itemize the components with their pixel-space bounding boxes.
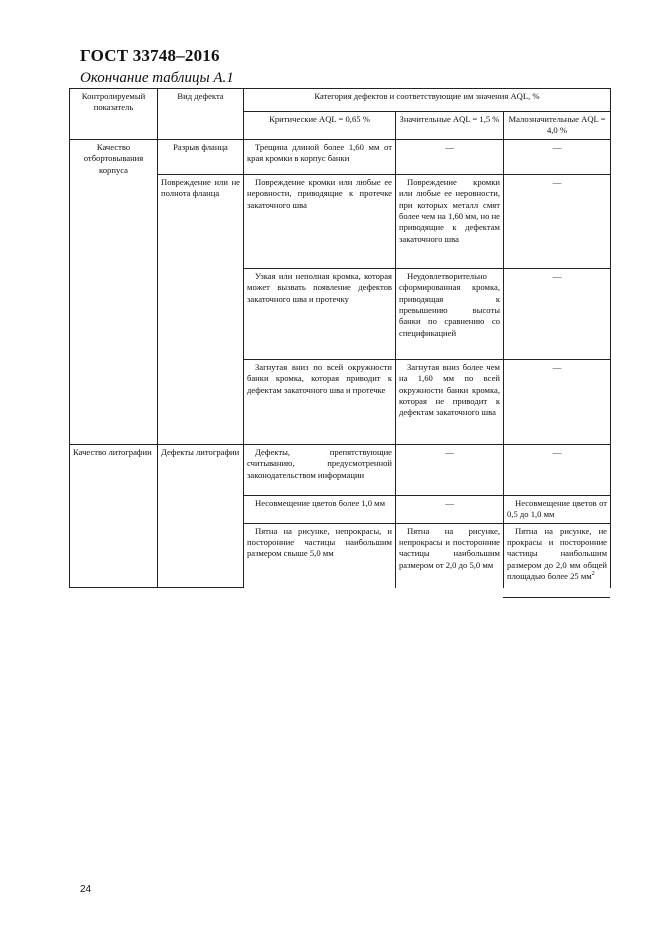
header-critical: Критические AQL = 0,65 % — [244, 112, 396, 140]
table-row — [70, 444, 611, 495]
page-number: 24 — [80, 884, 92, 895]
minor-cell: — — [504, 174, 611, 268]
table-caption: Окончание таблицы А.1 — [80, 70, 234, 86]
significant-cell: Загнутая вниз более чем на 1,60 мм по всей окружности банки кромка, которая не приводит к дефектам закаточного шва — [396, 359, 504, 444]
header-significant: Значительные AQL = 1,5 % — [396, 112, 504, 140]
header-defect-type: Вид дефекта — [158, 89, 244, 140]
header-category: Категория дефектов и соответствующие им значения AQL, % — [244, 89, 611, 112]
table-row — [70, 139, 611, 174]
defect-cell: Дефекты литографии — [158, 444, 244, 587]
minor-cell: — — [504, 444, 611, 495]
minor-cell: — — [504, 359, 611, 444]
significant-cell: Пятна на рисунке, непрокрасы и посторонние частицы наибольшим размером от 2,0 до 5,0 мм — [396, 523, 504, 588]
critical-cell: Загнутая вниз по всей окружности банки кромка, которая приводит к дефектам закаточного шва и протечке — [244, 359, 396, 444]
significant-cell: Повреждение кромки или любые ее неровности, при которых металл смят более чем на 1,60 мм, но не приводящие к дефектам закаточного шва — [396, 174, 504, 268]
defect-cell: Повреждение или не полнота фланца — [158, 174, 244, 444]
critical-cell: Узкая или неполная кромка, которая может вызвать появление дефектов закаточного шва и протечку — [244, 268, 396, 359]
document-code: ГОСТ 33748–2016 — [80, 46, 220, 65]
header-row-1 — [70, 89, 611, 112]
critical-cell: Несовмещение цветов более 1,0 мм — [244, 495, 396, 523]
significant-cell: — — [396, 444, 504, 495]
minor-cell: — — [504, 139, 611, 174]
header-minor: Малозначительные AQL = 4,0 % — [504, 112, 611, 140]
critical-cell: Пятна на рисунке, непрокрасы, и посторонние частицы наибольшим размером свыше 5,0 мм — [244, 523, 396, 588]
critical-cell: Повреждение кромки или любые ее неровности, приводящие к протечке закаточного шва — [244, 174, 396, 268]
superscript: 2 — [591, 571, 595, 578]
critical-cell: Дефекты, препятствующие считыванию, предусмотренной законодательством информации — [244, 444, 396, 495]
significant-cell: Неудовлетворительно сформированная кромка, приводящая к превышению высоты банки по сравнению со спецификацией — [396, 268, 504, 359]
defect-cell: Разрыв фланца — [158, 139, 244, 174]
minor-cell: — — [504, 268, 611, 359]
indicator-cell: Качество литографии — [70, 444, 158, 587]
defects-table — [69, 88, 611, 588]
minor-cell: Несовмещение цветов от 0,5 до 1,0 мм — [504, 495, 611, 523]
indicator-cell: Качество отбортовывания корпуса — [70, 139, 158, 444]
minor-cell — [504, 523, 611, 588]
significant-cell: — — [396, 495, 504, 523]
header-indicator: Контролируемый показатель — [70, 89, 158, 140]
significant-cell: — — [396, 139, 504, 174]
table-bottom-edge — [503, 597, 610, 598]
minor-cell-text: Пятна на рисунке, не прокрасы и посторонние частицы наибольшим размером до 2,0 мм общей площадью более 25 мм — [507, 525, 608, 582]
critical-cell: Трещина длиной более 1,60 мм от края кромки в корпус банки — [244, 139, 396, 174]
